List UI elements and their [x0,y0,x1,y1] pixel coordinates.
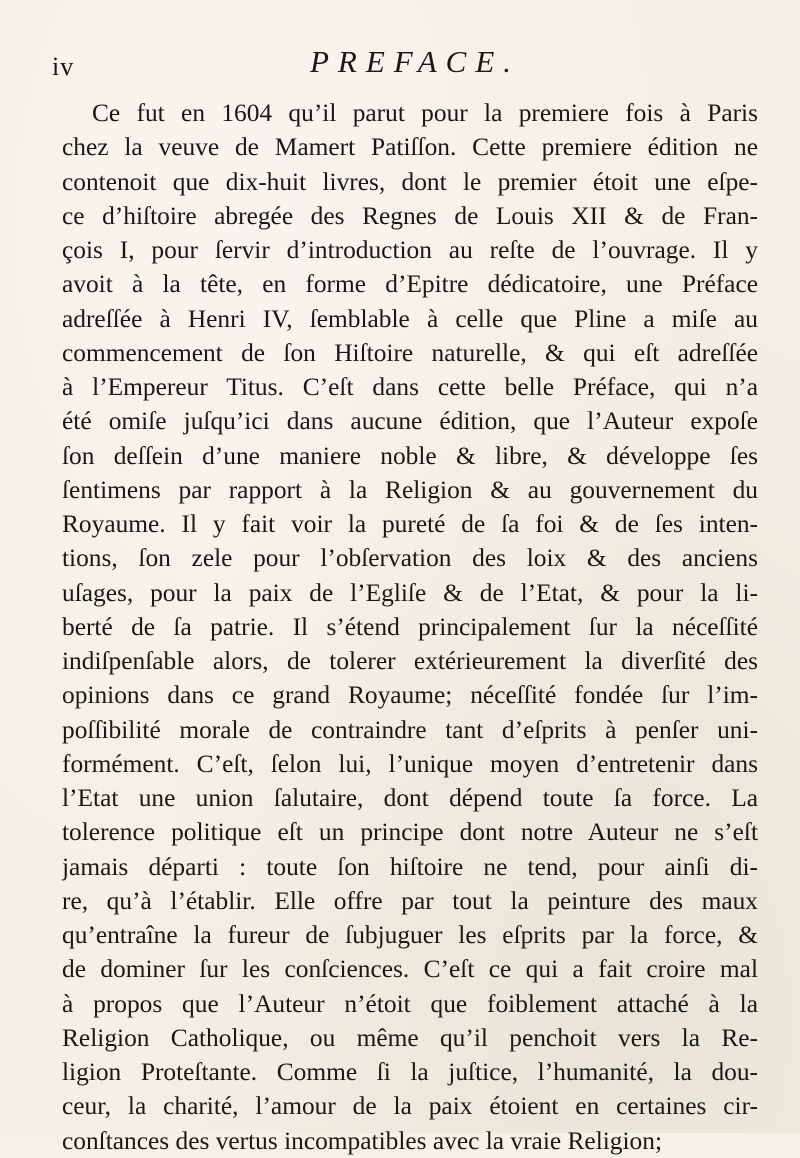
text-line: re, qu’à l’établir. Elle offre par tout la peinture des maux [62,886,758,915]
text-line: ſentimens par rapport à la Religion & au gouvernement du [62,475,758,504]
text-line: adreſſée à Henri IV, ſemblable à celle que Pline a miſe au [62,304,758,333]
text-line: à propos que l’Auteur n’étoit que foiblement attaché à la [62,989,758,1018]
text-line: l’Etat une union ſalutaire, dont dépend toute ſa force. La [62,784,758,812]
text-line: çois I, pour ſervir d’introduction au reſte de l’ouvrage. Il y [62,236,758,264]
text-line: berté de ſa patrie. Il s’étend principalement ſur la néceſſité [62,612,758,641]
text-line: ceur, la charité, l’amour de la paix étoient en certaines cir- [62,1092,758,1121]
text-line: Ce fut en 1604 qu’il parut pour la premiere fois à Paris [92,99,758,127]
text-line: ligion Proteſtante. Comme ſi la juſtice, l’humanité, la dou- [62,1058,758,1086]
text-line: qu’entraîne la fureur de ſubjuguer les eſprits par la force, & [62,921,758,949]
text-line: indiſpenſable alors, de tolerer extérieurement la diverſité des [62,647,758,675]
running-head-title: PREFACE. [309,44,521,79]
text-line: contenoit que dix-huit livres, dont le premier étoit une eſpe- [62,167,758,196]
text-line: avoit à la tête, en forme d’Epitre dédicatoire, une Préface [62,270,758,299]
text-line: chez la veuve de Mamert Patiſſon. Cette premiere édition ne [62,133,758,162]
text-line: opinions dans ce grand Royaume; néceſſité fondée ſur l’im- [62,681,758,710]
page-number: iv [52,52,75,81]
text-line: Religion Catholique, ou même qu’il penchoit vers la Re- [62,1023,758,1052]
text-line: été omiſe juſqu’ici dans aucune édition, que l’Auteur expoſe [62,407,758,436]
text-line: Royaume. Il y fait voir la pureté de ſa foi & de ſes inten- [62,510,758,538]
text-line: poſſibilité morale de contraindre tant d’eſprits à penſer uni- [62,715,758,744]
text-line: ce d’hiſtoire abregée des Regnes de Louis XII & de Fran- [62,201,758,230]
body-paragraph [62,96,758,1158]
text-line: conſtances des vertus incompatibles avec la vraie Religion; [62,1126,663,1155]
text-line: jamais départi : toute ſon hiſtoire ne tend, pour ainſi di- [62,852,758,881]
text-line: tions, ſon zele pour l’obſervation des loix & des anciens [62,544,758,573]
text-line: uſages, pour la paix de l’Egliſe & de l’Etat, & pour la li- [62,578,758,607]
text-line: de dominer ſur les conſciences. C’eſt ce qui a fait croire mal [62,955,758,984]
text-line: formément. C’eſt, ſelon lui, l’unique moyen d’entretenir dans [62,749,758,778]
text-line: commencement de ſon Hiſtoire naturelle, & qui eſt adreſſée [62,338,758,367]
text-line: ſon deſſein d’une maniere noble & libre, & développe ſes [62,441,758,470]
text-line: tolerence politique eſt un principe dont notre Auteur ne s’eſt [62,818,758,847]
text-line: à l’Empereur Titus. C’eſt dans cette belle Préface, qui n’a [62,373,758,401]
